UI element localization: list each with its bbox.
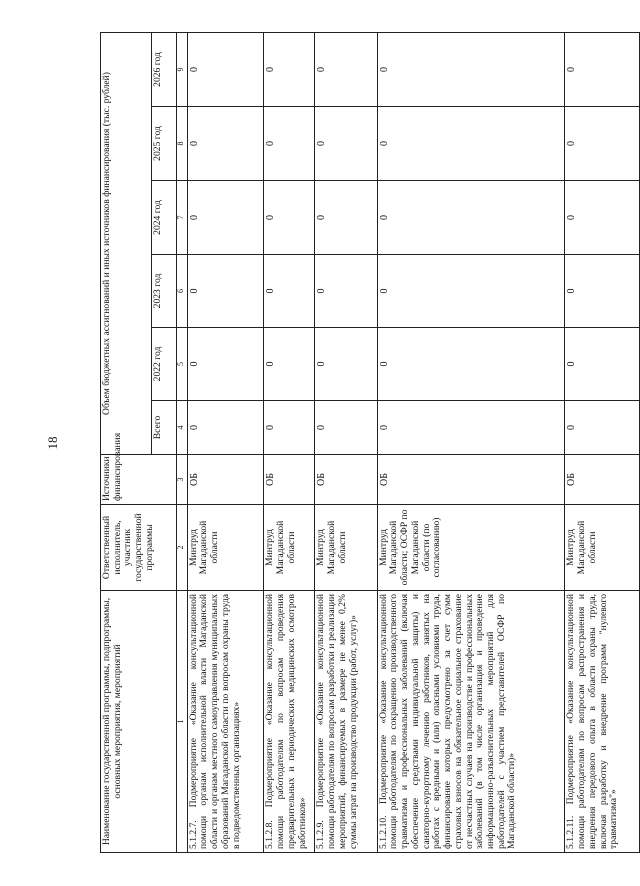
- row-name: 5.1.2.9. Подмероприятие «Оказание консультационной помощи работодателям по вопросам разработки и реализации мероприятий, финансируемых в размере не менее 0,2% суммы затрат на производство продукции (работ, услуг)»: [315, 591, 377, 853]
- budget-table: [100, 32, 640, 853]
- table-row: [565, 33, 640, 853]
- row-2025: 0: [264, 107, 315, 181]
- row-total: 0: [264, 401, 315, 455]
- header-executor: Ответственный исполнитель, участник государственной программы: [101, 505, 177, 591]
- header-name: Наименование государственной программы, подпрограммы, основных мероприятия, мероприятий: [101, 591, 177, 853]
- page-number: 18: [45, 436, 60, 450]
- header-year-2022: 2022 год: [152, 328, 176, 401]
- row-name: 5.1.2.8. Подмероприятие «Оказание консультационной помощи работодателям по вопросам проведения предварительных и периодических медицинских осмотров работников»: [264, 591, 315, 853]
- row-2023: 0: [264, 255, 315, 328]
- header-budget-group: Объем бюджетных ассигнований и иных источников финансирования (тыс. рублей): [101, 33, 152, 455]
- row-2025: 0: [377, 107, 565, 181]
- row-name: 5.1.2.10. Подмероприятие «Оказание консультационной помощи работодателям по сокращению производственного травматизма и профессиональных заболеваний (включая обеспечение средствами индивидуальной защиты) и санаторно-курортному лечению работников, занятых на работах с вредными и (или) опасными условиями труда, финансирование которых предусмотрено за счет сумм страховых взносов на обязательное социальное страхование от несчастных случаев на производстве и профессиональных заболеваний (в том числе организация и проведение информационно-разъяснительных мероприятий для работодателей с участием представителей ОСФР по Магаданской области)»: [377, 591, 565, 853]
- row-total: 0: [377, 401, 565, 455]
- row-2022: 0: [264, 328, 315, 401]
- column-number: 6: [176, 255, 187, 328]
- row-2026: 0: [565, 33, 640, 107]
- row-2026: 0: [315, 33, 377, 107]
- rotated-page: [100, 33, 640, 853]
- table-row: [187, 33, 264, 853]
- row-2026: 0: [187, 33, 264, 107]
- header-total: Всего: [152, 401, 176, 455]
- row-2025: 0: [187, 107, 264, 181]
- row-2022: 0: [187, 328, 264, 401]
- row-2024: 0: [315, 181, 377, 255]
- row-2023: 0: [187, 255, 264, 328]
- row-source: ОБ: [264, 455, 315, 505]
- row-name: 5.1.2.7. Подмероприятие «Оказание консультационной помощи органам исполнительной власти Магаданской области и органам местного самоуправления муниципальных образований Магаданской области по вопросам охраны труда в подведомственных организациях»: [187, 591, 264, 853]
- row-source: ОБ: [315, 455, 377, 505]
- row-2024: 0: [264, 181, 315, 255]
- row-executor: Минтруд Магаданской области: [187, 505, 264, 591]
- column-number: 8: [176, 107, 187, 181]
- row-2025: 0: [565, 107, 640, 181]
- header-source: Источники финансирования: [101, 455, 177, 505]
- row-2023: 0: [377, 255, 565, 328]
- row-source: ОБ: [187, 455, 264, 505]
- row-2022: 0: [377, 328, 565, 401]
- table-row: [377, 33, 565, 853]
- row-source: ОБ: [377, 455, 565, 505]
- header-year-2025: 2025 год: [152, 107, 176, 181]
- header-year-2024: 2024 год: [152, 181, 176, 255]
- column-number: 5: [176, 328, 187, 401]
- row-executor: Минтруд Магаданской области: [565, 505, 640, 591]
- column-number: 9: [176, 33, 187, 107]
- row-2024: 0: [377, 181, 565, 255]
- row-total: 0: [315, 401, 377, 455]
- column-number: 1: [176, 591, 187, 853]
- row-2025: 0: [315, 107, 377, 181]
- header-year-2026: 2026 год: [152, 33, 176, 107]
- column-number: 3: [176, 455, 187, 505]
- table-row: [264, 33, 315, 853]
- header-year-2023: 2023 год: [152, 255, 176, 328]
- row-total: 0: [187, 401, 264, 455]
- row-total: 0: [565, 401, 640, 455]
- row-executor: Минтруд Магаданской области; ОСФР по Магаданской области (по согласованию): [377, 505, 565, 591]
- row-2026: 0: [264, 33, 315, 107]
- column-number: 7: [176, 181, 187, 255]
- row-2022: 0: [315, 328, 377, 401]
- table-row: [315, 33, 377, 853]
- row-2022: 0: [565, 328, 640, 401]
- row-2023: 0: [565, 255, 640, 328]
- row-2024: 0: [565, 181, 640, 255]
- column-number-row: [176, 33, 187, 853]
- row-name: 5.1.2.11. Подмероприятие «Оказание консультационной помощи работодателям по вопросам распространения и внедрения передового опыта в области охраны труда, включая разработку и внедрение программ "нулевого травматизма"»: [565, 591, 640, 853]
- row-executor: Минтруд Магаданской области: [315, 505, 377, 591]
- row-2026: 0: [377, 33, 565, 107]
- row-source: ОБ: [565, 455, 640, 505]
- column-number: 4: [176, 401, 187, 455]
- column-number: 2: [176, 505, 187, 591]
- row-2023: 0: [315, 255, 377, 328]
- row-executor: Минтруд Магаданской области: [264, 505, 315, 591]
- row-2024: 0: [187, 181, 264, 255]
